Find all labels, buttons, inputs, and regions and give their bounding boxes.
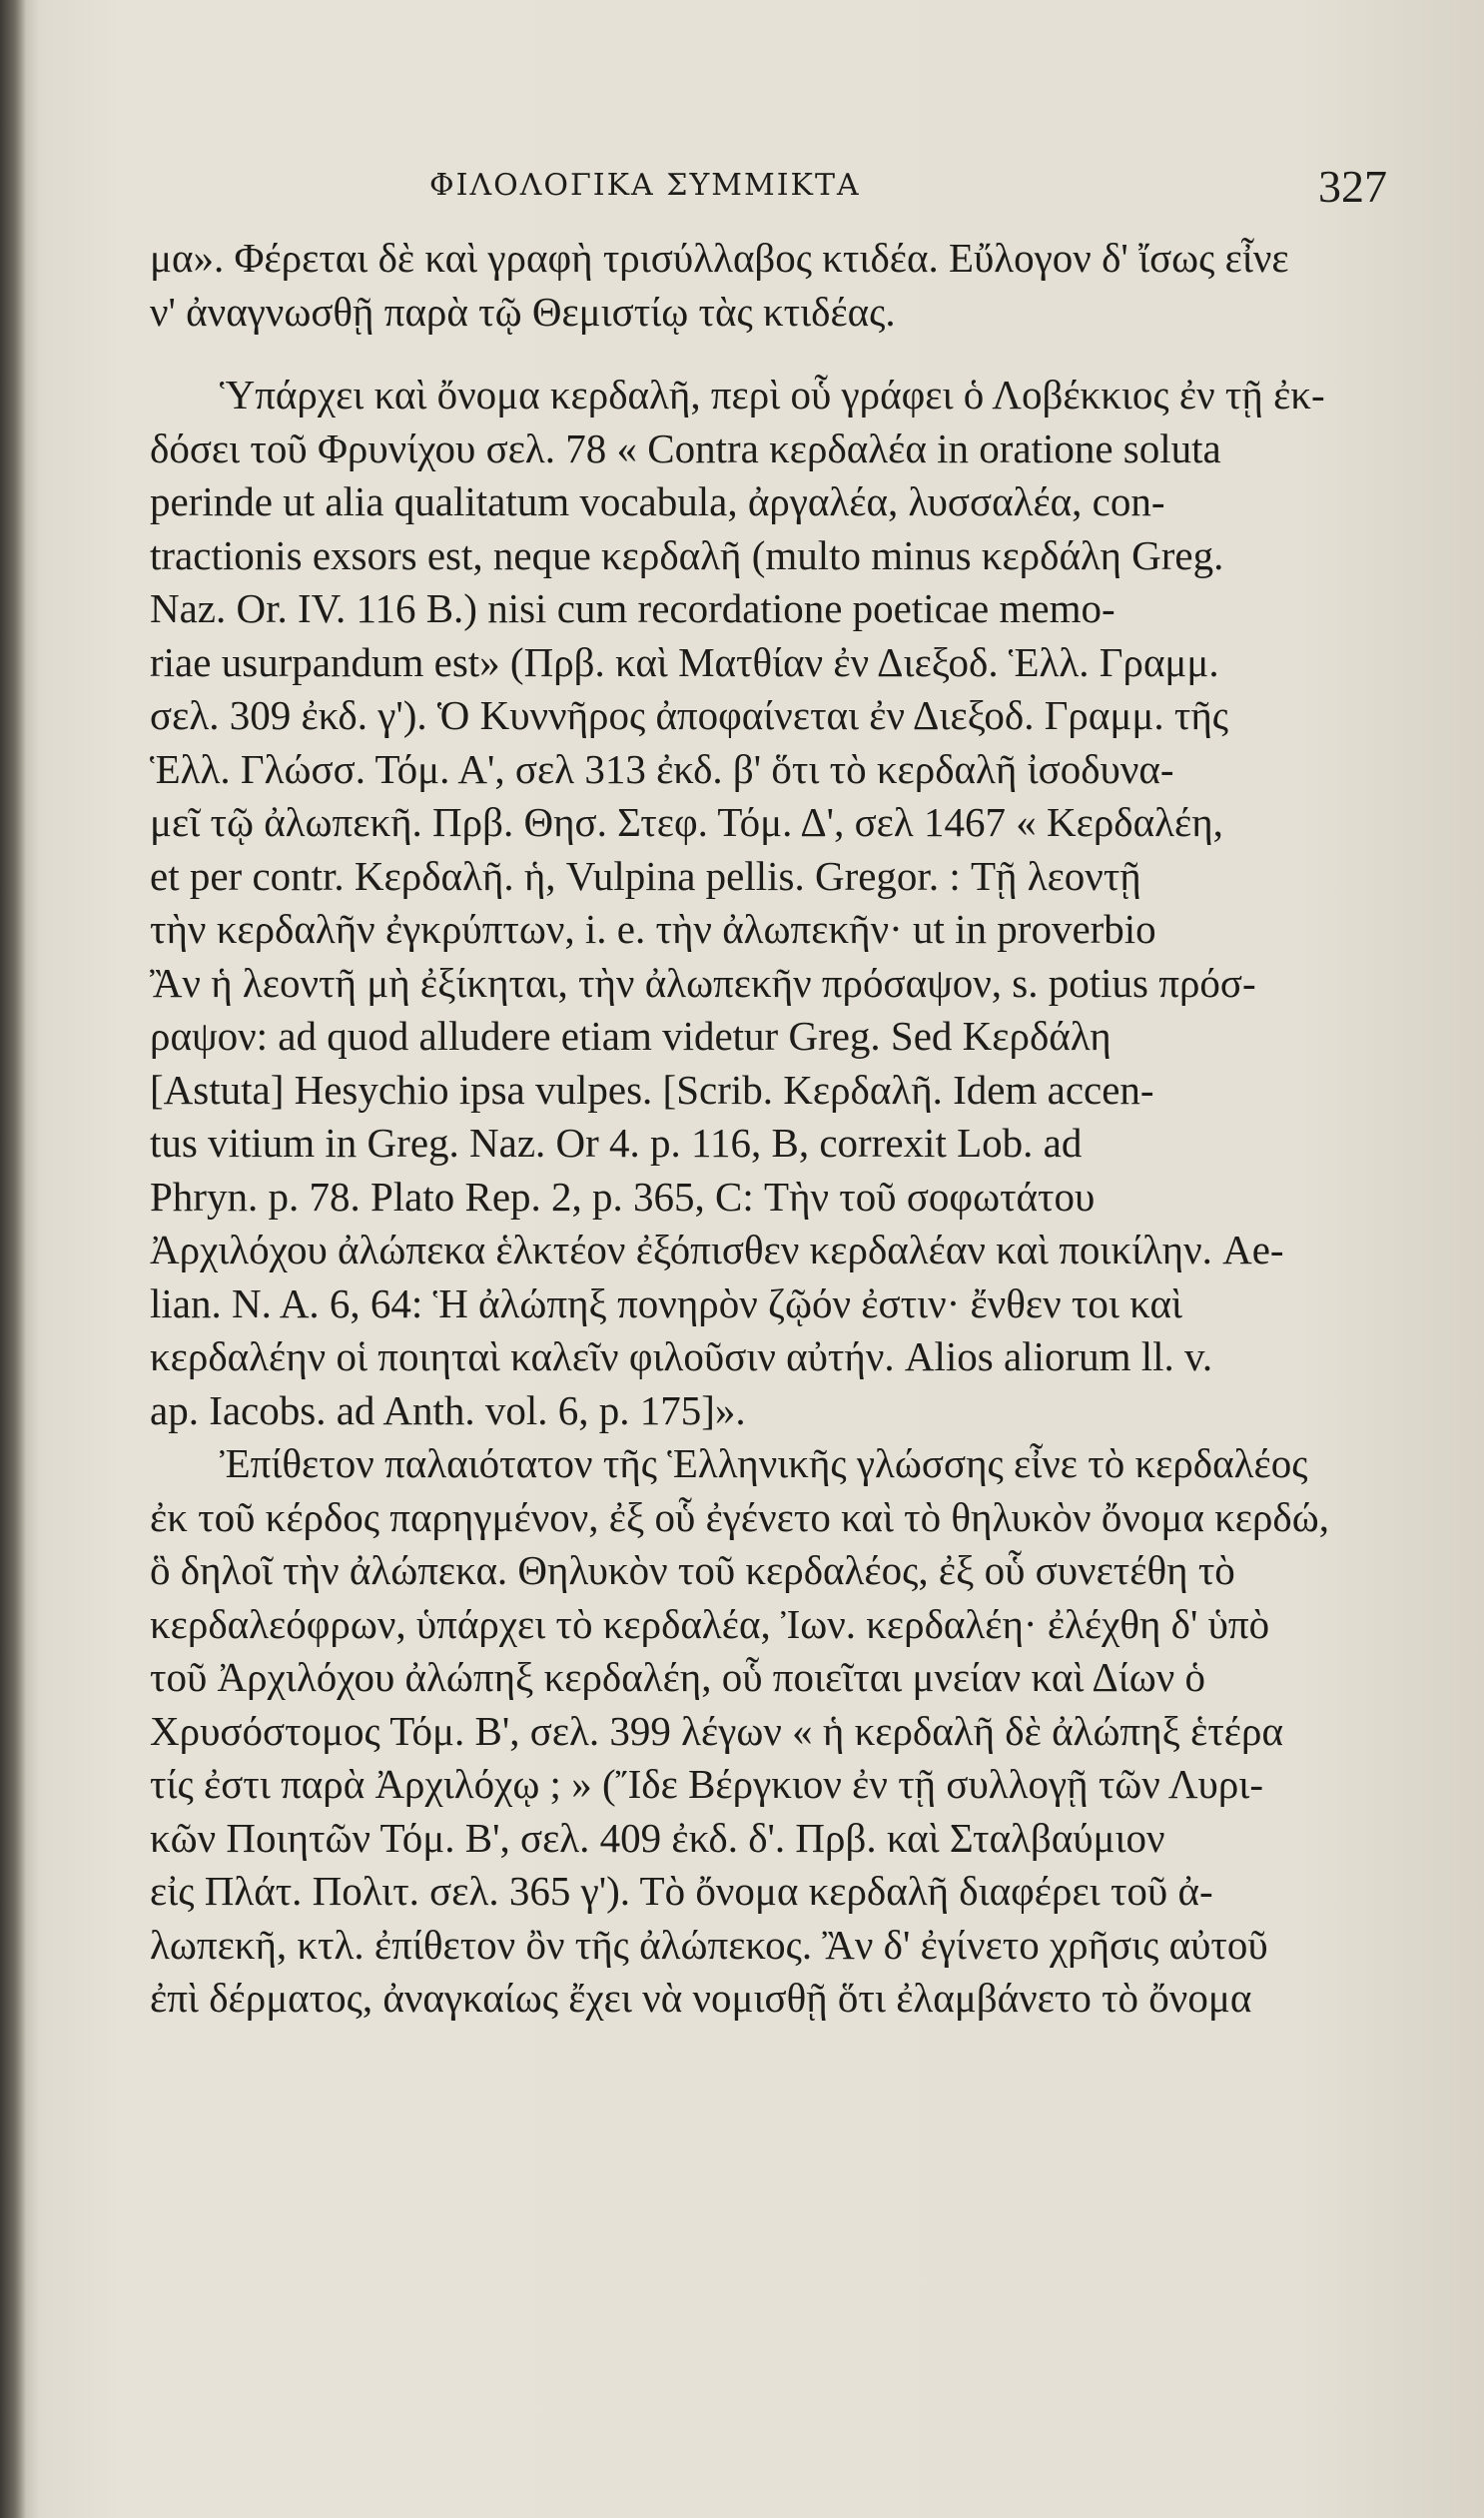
page-header — [0, 160, 1484, 210]
text-line: λωπεκῆ, κτλ. ἐπίθετον ὂν τῆς ἀλώπεκος. Ἂν δ' ἐγίνετο χρῆσις αὐτοῦ — [150, 1921, 1268, 1968]
text-line: tus vitium in Greg. Naz. Or 4. p. 116, B, correxit Lob. ad — [150, 1120, 1083, 1166]
text-line: ἐκ τοῦ κέρδος παρηγμένον, ἐξ οὗ ἐγένετο καὶ τὸ θηλυκὸν ὄνομα κερδώ, — [150, 1493, 1329, 1540]
text-line: εἰς Πλάτ. Πολιτ. σελ. 365 γ'). Τὸ ὄνομα κερδαλῆ διαφέρει τοῦ ἀ- — [150, 1868, 1213, 1914]
text-line: μεῖ τῷ ἀλωπεκῆ. Πρβ. Θησ. Στεφ. Τόμ. Δ', σελ 1467 « Κερδαλέη, — [150, 799, 1223, 845]
text-line: et per contr. Κερδαλῆ. ἡ, Vulpina pellis. Gregor. : Τῇ λεοντῇ — [150, 852, 1141, 899]
text-line: Ἂν ἡ λεοντῆ μὴ ἐξίκηται, τὴν ἀλωπεκῆν πρόσαψον, s. potius πρόσ- — [150, 959, 1256, 1006]
paragraph-gap — [150, 339, 1418, 369]
text-line: τοῦ Ἀρχιλόχου ἀλώπηξ κερδαλέη, οὗ ποιεῖται μνείαν καὶ Δίων ὁ — [150, 1654, 1206, 1700]
page-number: 327 — [1318, 161, 1387, 212]
text-line: Ἑλλ. Γλώσσ. Τόμ. Α', σελ 313 ἐκδ. β' ὅτι τὸ κερδαλῆ ἰσοδυνα- — [150, 745, 1174, 792]
text-line: τίς ἐστι παρὰ Ἀρχιλόχῳ ; » (Ἴδε Βέργκιον ἐν τῇ συλλογῇ τῶν Λυρι- — [150, 1761, 1263, 1807]
text-line: κερδαλεόφρων, ὑπάρχει τὸ κερδαλέα, Ἰων. κερδαλέη· ἐλέχθη δ' ὑπὸ — [150, 1600, 1270, 1647]
text-line: ἐπὶ δέρματος, ἀναγκαίως ἔχει νὰ νομισθῇ ὅτι ἐλαμβάνετο τὸ ὄνομα — [150, 1975, 1252, 2021]
text-line: ap. Iacobs. ad Anth. vol. 6, p. 175]». — [150, 1386, 746, 1433]
text-line: Phryn. p. 78. Plato Rep. 2, p. 365, C: Τὴν τοῦ σοφωτάτου — [150, 1173, 1096, 1220]
text-line: ὃ δηλοῖ τὴν ἀλώπεκα. Θηλυκὸν τοῦ κερδαλέος, ἐξ οὗ συνετέθη τὸ — [150, 1547, 1235, 1593]
text-body — [150, 232, 1418, 2026]
text-line: Naz. Or. IV. 116 B.) nisi cum recordatione poeticae memo- — [150, 585, 1115, 631]
text-line: Χρυσόστομος Τόμ. Β', σελ. 399 λέγων « ἡ κερδαλῆ δὲ ἀλώπηξ ἑτέρα — [150, 1707, 1283, 1754]
text-line: ν' ἀναγνωσθῇ παρὰ τῷ Θεμιστίῳ τὰς κτιδέας. — [150, 288, 896, 335]
binding-gutter — [0, 0, 26, 2518]
text-line: tractionis exsors est, neque κερδαλῆ (multo minus κερδάλη Greg. — [150, 531, 1224, 578]
text-line: ραψον: ad quod alludere etiam videtur Greg. Sed Κερδάλη — [150, 1013, 1112, 1059]
text-line: κερδαλέην οἱ ποιηταὶ καλεῖν φιλοῦσιν αὐτήν. Alios aliorum ll. v. — [150, 1333, 1213, 1379]
text-line: Ἐπίθετον παλαιότατον τῆς Ἑλληνικῆς γλώσσης εἶνε τὸ κερδαλέος — [220, 1440, 1308, 1486]
text-line: μα». Φέρεται δὲ καὶ γραφὴ τρισύλλαβος κτιδέα. Εὔλογον δ' ἴσως εἶνε — [150, 235, 1289, 281]
text-line: τὴν κερδαλῆν ἐγκρύπτων, i. e. τὴν ἀλωπεκῆν· ut in proverbio — [150, 906, 1156, 952]
text-line: [Astuta] Hesychio ipsa vulpes. [Scrib. Κερδαλῆ. Idem accen- — [150, 1066, 1154, 1113]
text-line: σελ. 309 ἐκδ. γ'). Ὁ Κυννῆρος ἀποφαίνεται ἐν Διεξοδ. Γραμμ. τῆς — [150, 692, 1228, 738]
text-line: riae usurpandum est» (Πρβ. καὶ Ματθίαν ἐν Διεξοδ. Ἑλλ. Γραμμ. — [150, 638, 1219, 685]
running-title: ΦΙΛΟΛΟΓΙΚΑ ΣΥΜΜΙΚΤΑ — [429, 168, 861, 203]
text-line: Ὑπάρχει καὶ ὄνομα κερδαλῆ, περὶ οὗ γράφει ὁ Λοβέκκιος ἐν τῇ ἐκ- — [220, 372, 1325, 418]
text-line: Ἀρχιλόχου ἀλώπεκα ἑλκτέον ἐξόπισθεν κερδαλέαν καὶ ποικίλην. Ae- — [150, 1227, 1284, 1272]
text-line: δόσει τοῦ Φρυνίχου σελ. 78 « Contra κερδαλέα in oratione soluta — [150, 424, 1221, 471]
text-line: κῶν Ποιητῶν Τόμ. Β', σελ. 409 ἐκδ. δ'. Πρβ. καὶ Σταλβαύμιον — [150, 1814, 1165, 1861]
text-line: lian. N. A. 6, 64: Ἡ ἀλώπηξ πονηρὸν ζῷόν ἐστιν· ἔνθεν τοι καὶ — [150, 1279, 1182, 1326]
text-line: perinde ut alia qualitatum vocabula, ἀργαλέα, λυσσαλέα, con- — [150, 478, 1165, 524]
